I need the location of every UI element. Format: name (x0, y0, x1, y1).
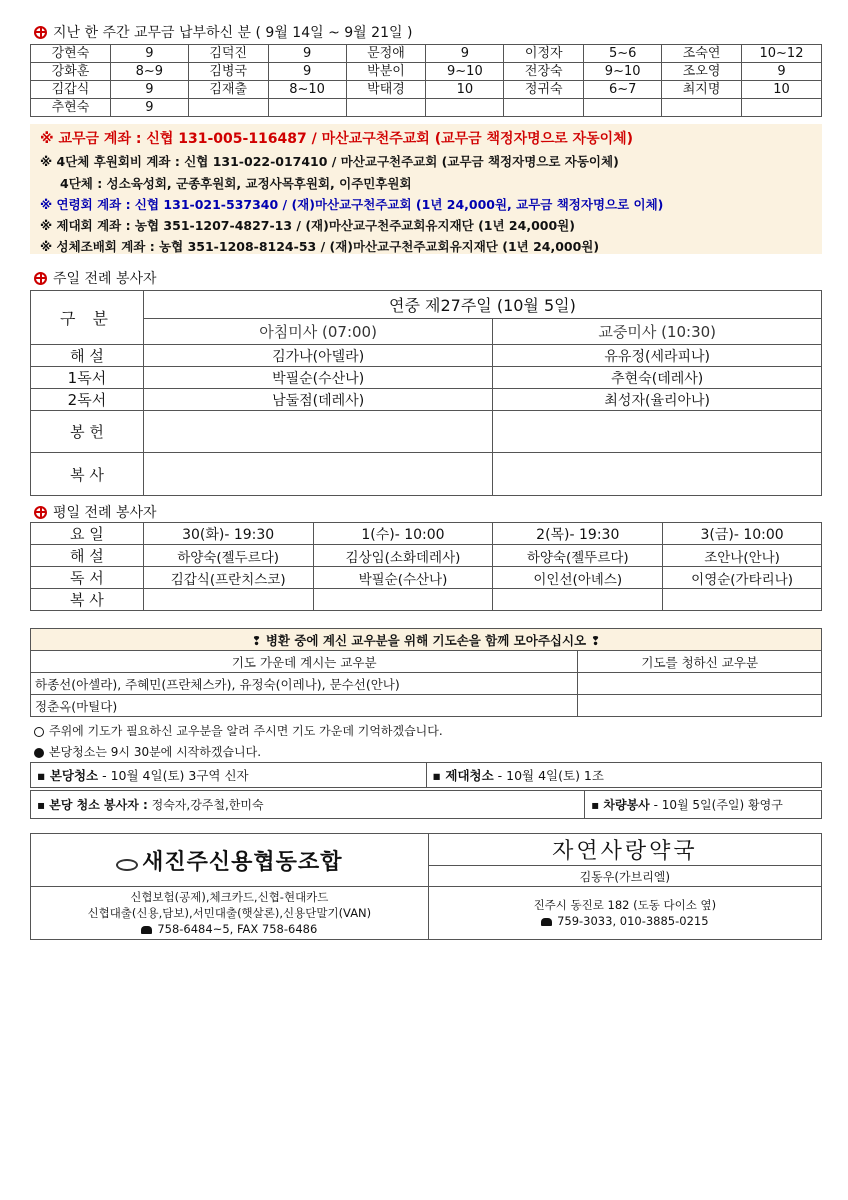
dues-months: 8~9 (110, 63, 188, 81)
credit-union-title: 새진주신용협동조합 (142, 849, 343, 875)
prayer-row-2-requester (578, 695, 822, 717)
pharmacy-info (428, 887, 821, 940)
sunday-mass2-volunteer (493, 453, 822, 496)
mass1-header: 아침미사 (07:00) (143, 319, 493, 345)
weekday-volunteer: 조안나(안나) (663, 545, 822, 567)
prayer-col1-header: 기도 가운데 계시는 교우분 (31, 651, 578, 673)
cleaning-main-value: - 10월 4일(토) 3구역 신자 (98, 768, 249, 783)
dues-name: 김병국 (188, 63, 268, 81)
cross-icon (34, 272, 47, 285)
dues-row (31, 45, 822, 63)
prayer-header (31, 629, 822, 651)
weekday-day: 1(수)- 10:00 (313, 523, 493, 545)
dues-name: 최지명 (662, 81, 742, 99)
pharmacy-owner: 김동우(가브리엘) (428, 866, 821, 887)
phone-icon (541, 918, 552, 926)
cleaning-main (31, 763, 427, 788)
dues-name (662, 99, 742, 117)
dues-months: 10 (742, 81, 822, 99)
sunday-mass2-volunteer (493, 411, 822, 453)
sunday-mass1-volunteer: 남둘점(데레사) (143, 389, 493, 411)
pharmacy-phone: 759-3033, 010-3885-0215 (557, 914, 709, 928)
division-header: 구 분 (31, 291, 144, 345)
weekday-row (31, 589, 822, 611)
sunday-role-label: 봉 헌 (31, 411, 144, 453)
account-adoration: ※ 성체조배회 계좌 : 농협 351-1208-8124-53 / (재)마산교구천주교회유지재단 (1년 24,000원) (40, 239, 600, 254)
dues-name (504, 99, 584, 117)
dues-name: 정귀숙 (504, 81, 584, 99)
sunday-row (31, 411, 822, 453)
dues-months: 9~10 (426, 63, 504, 81)
note-prayer (34, 722, 443, 739)
flower-icon: ❢ (251, 633, 262, 648)
weekday-volunteer: 박필순(수산나) (313, 567, 493, 589)
dot-bullet-icon (34, 748, 44, 758)
weekday-volunteer: 하양숙(젤두르다) (143, 545, 313, 567)
sunday-row (31, 453, 822, 496)
sunday-mass1-volunteer: 김가나(아델라) (143, 345, 493, 367)
sunday-row (31, 345, 822, 367)
sunday-mass2-volunteer: 추현숙(데레사) (493, 367, 822, 389)
vehicle-service-value: - 10월 5일(주일) 황영구 (649, 798, 783, 812)
note-cleaning-text: 본당청소는 9시 30분에 시작하겠습니다. (49, 745, 262, 759)
account-yeonryeong: ※ 연령회 계좌 : 신협 131-021-537340 / (재)마산교구천주교회 (1년 24,000원, 교무금 책정자명으로 이체) (40, 197, 664, 212)
cross-icon (34, 506, 47, 519)
sunday-role-label: 1독서 (31, 367, 144, 389)
dues-row (31, 99, 822, 117)
weekday-volunteer (313, 589, 493, 611)
credit-union-title-cell (31, 834, 429, 887)
credit-union-info (31, 887, 429, 940)
account-four-groups-list: 4단체 : 성소육성회, 군종후원회, 교정사목후원회, 이주민후원회 (60, 176, 412, 191)
dues-months: 9 (268, 63, 346, 81)
cleaning-table (30, 762, 822, 788)
prayer-header-text: 병환 중에 계신 교우분을 위해 기도손을 함께 모아주십시오 (265, 632, 587, 648)
credit-union-logo-icon (116, 859, 138, 871)
cleaning-main-label: ▪ 본당청소 (37, 768, 99, 783)
circle-bullet-icon (34, 727, 44, 737)
dues-months: 9 (742, 63, 822, 81)
sunday-mass2-volunteer: 최성자(율리아나) (493, 389, 822, 411)
dues-months: 9 (426, 45, 504, 63)
prayer-col2-header: 기도를 청하신 교우분 (578, 651, 822, 673)
cleaning-altar-value: - 10월 4일(토) 1조 (493, 768, 604, 783)
dues-name: 박태경 (346, 81, 426, 99)
pharmacy-address: 진주시 동진로 182 (도동 다이소 옆) (533, 898, 717, 912)
dues-title: 지난 한 주간 교무금 납부하신 분 ( 9월 14일 ~ 9월 21일 ) (53, 25, 413, 41)
prayer-row-1: 하종선(아셀라), 주혜민(프란체스카), 유정숙(이레나), 문수선(안나) (31, 673, 578, 695)
prayer-row-2: 정춘옥(마틸다) (31, 695, 578, 717)
cleaning-volunteers-label: ▪ 본당 청소 봉사자 : (37, 798, 148, 812)
dues-row (31, 63, 822, 81)
pharmacy-phone-line (429, 913, 821, 929)
weekday-volunteer (493, 589, 663, 611)
dues-name: 조오영 (662, 63, 742, 81)
dues-months: 9 (110, 81, 188, 99)
dues-name: 강현숙 (31, 45, 111, 63)
cleaning-volunteers (31, 791, 585, 819)
weekday-row (31, 567, 822, 589)
dues-name: 김재출 (188, 81, 268, 99)
prayer-table (30, 628, 822, 717)
sunday-row (31, 367, 822, 389)
weekday-volunteer: 이영순(가타리나) (663, 567, 822, 589)
weekday-table (30, 522, 822, 611)
weekday-title: 평일 전례 봉사자 (53, 505, 157, 521)
weekday-volunteer: 하양숙(젤뚜르다) (493, 545, 663, 567)
weekday-volunteer: 이인선(아녜스) (493, 567, 663, 589)
dues-months: 5~6 (584, 45, 662, 63)
account-altar: ※ 제대회 계좌 : 농협 351-1207-4827-13 / (재)마산교구천주교회유지재단 (1년 24,000원) (40, 218, 575, 233)
vehicle-service-label: ▪ 차량봉사 (591, 798, 650, 812)
dues-months: 9 (110, 99, 188, 117)
weekday-role-label: 복 사 (31, 589, 144, 611)
weekday-volunteer (663, 589, 822, 611)
dues-section-title (34, 22, 412, 42)
sunday-role-label: 해 설 (31, 345, 144, 367)
credit-union-line1: 신협보험(공제),체크카드,신협-현대카드 (130, 890, 329, 904)
sunday-mass1-volunteer (143, 453, 493, 496)
credit-union-phone-line (31, 921, 428, 937)
week-header: 연중 제27주일 (10월 5일) (143, 291, 821, 319)
weekday-section-title (34, 502, 157, 522)
accounts-box (30, 124, 822, 254)
cross-icon (34, 26, 47, 39)
cleaning-altar-label: ▪ 제대청소 (432, 768, 494, 783)
dues-name: 강화훈 (31, 63, 111, 81)
ads-table (30, 833, 822, 940)
credit-union-line2: 신협대출(신용,담보),서민대출(햇살론),신용단말기(VAN) (87, 906, 372, 920)
weekday-row (31, 545, 822, 567)
dues-months (268, 99, 346, 117)
dues-months: 9 (268, 45, 346, 63)
prayer-row-1-requester (578, 673, 822, 695)
flower-icon: ❢ (590, 633, 601, 648)
pharmacy-title: 자연사랑약국 (552, 839, 698, 864)
dues-name: 조숙연 (662, 45, 742, 63)
dues-months: 9 (110, 45, 188, 63)
dues-name: 문정애 (346, 45, 426, 63)
dues-name: 이정자 (504, 45, 584, 63)
dues-name: 전장숙 (504, 63, 584, 81)
dues-months: 10~12 (742, 45, 822, 63)
sunday-mass1-volunteer (143, 411, 493, 453)
sunday-row (31, 389, 822, 411)
weekday-volunteer: 김갑식(프란치스코) (143, 567, 313, 589)
dues-name: 김덕진 (188, 45, 268, 63)
cleaning-altar (426, 763, 821, 788)
dues-months (584, 99, 662, 117)
dues-months: 9~10 (584, 63, 662, 81)
account-dues: ※ 교무금 계좌 : 신협 131-005-116487 / 마산교구천주교회 (교무금 책정자명으로 자동이체) (40, 131, 634, 147)
dues-months: 8~10 (268, 81, 346, 99)
sunday-role-label: 2독서 (31, 389, 144, 411)
weekday-day: 2(목)- 19:30 (493, 523, 663, 545)
dues-months: 10 (426, 81, 504, 99)
cleaning-volunteers-value: 정숙자,강주철,한미숙 (147, 798, 264, 812)
credit-union-phone: 758-6484~5, FAX 758-6486 (157, 922, 318, 936)
sunday-role-label: 복 사 (31, 453, 144, 496)
weekday-volunteer (143, 589, 313, 611)
weekday-volunteer: 김상임(소화데레사) (313, 545, 493, 567)
weekday-role-label: 해 설 (31, 545, 144, 567)
dues-name (346, 99, 426, 117)
volunteer-table (30, 790, 822, 819)
dues-table (30, 44, 822, 117)
sunday-mass2-volunteer: 유유정(세라피나) (493, 345, 822, 367)
pharmacy-title-cell (428, 834, 821, 866)
weekday-day-row (31, 523, 822, 545)
vehicle-service (585, 791, 822, 819)
dues-name: 김갑식 (31, 81, 111, 99)
sunday-section-title (34, 268, 157, 288)
weekday-day-label: 요 일 (31, 523, 144, 545)
note-prayer-text: 주위에 기도가 필요하신 교우분을 알려 주시면 기도 가운데 기억하겠습니다. (49, 724, 443, 738)
sunday-mass1-volunteer: 박필순(수산나) (143, 367, 493, 389)
sunday-table (30, 290, 822, 496)
phone-icon (141, 926, 152, 934)
weekday-day: 3(금)- 10:00 (663, 523, 822, 545)
dues-months (742, 99, 822, 117)
dues-name: 추현숙 (31, 99, 111, 117)
account-four-groups: ※ 4단체 후원회비 계좌 : 신협 131-022-017410 / 마산교구천주교회 (교무금 책정자명으로 자동이체) (40, 154, 619, 169)
sunday-title: 주일 전례 봉사자 (53, 271, 157, 287)
dues-months: 6~7 (584, 81, 662, 99)
dues-row (31, 81, 822, 99)
weekday-day: 30(화)- 19:30 (143, 523, 313, 545)
mass2-header: 교중미사 (10:30) (493, 319, 822, 345)
dues-months (426, 99, 504, 117)
dues-name (188, 99, 268, 117)
weekday-role-label: 독 서 (31, 567, 144, 589)
note-cleaning (34, 743, 261, 760)
dues-name: 박분이 (346, 63, 426, 81)
